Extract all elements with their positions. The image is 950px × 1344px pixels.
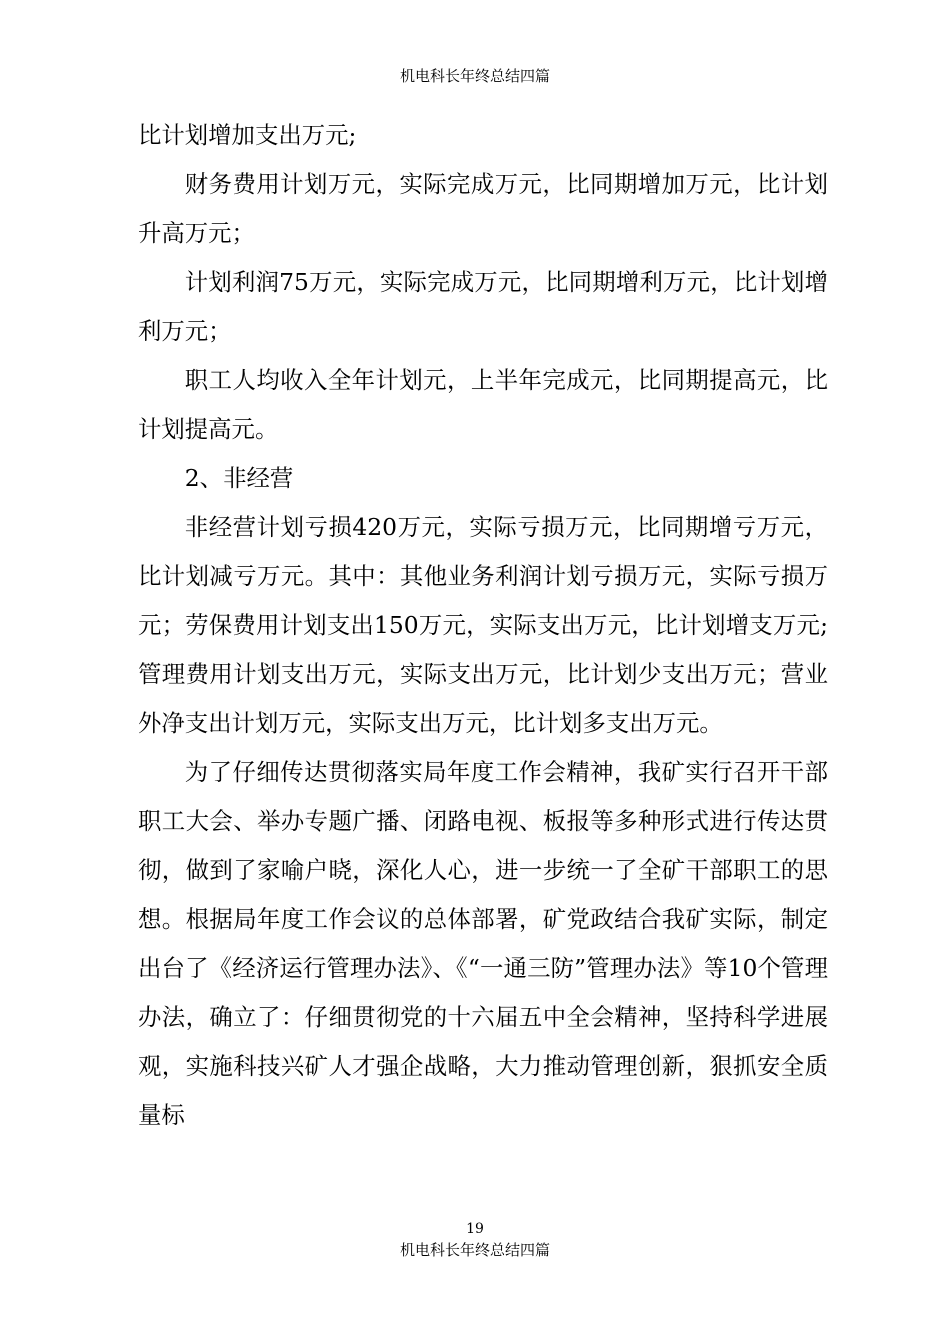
paragraph-work-meeting: 为了仔细传达贯彻落实局年度工作会精神，我矿实行召开干部职工大会、举办专题广播、闭路电视、板报等多种形式进行传达贯彻，做到了家喻户晓，深化人心，进一步统一了全矿干部职工的思想。根据局年度工作会议的总体部署，矿党政结合我矿实际，制定出台了《经济运行管理办法》、《“一通三防”管理办法》等10个管理办法，确立了：仔细贯彻党的十六届五中全会精神，坚持科学进展观，实施科技兴矿人才强企战略，大力推动管理创新，狠抓安全质量标 [138,758,828,1129]
document-body [138,111,828,1140]
paragraph-financial-expenses: 财务费用计划万元，实际完成万元，比同期增加万元，比计划升高万元； [138,170,828,247]
page-number: 19 [466,1221,484,1237]
paragraph-continuation: 比计划增加支出万元; [138,121,357,149]
paragraph-non-operating-loss: 非经营计划亏损420万元，实际亏损万元，比同期增亏万元，比计划减亏万元。其中：其他业务利润计划亏损万元，实际亏损万元；劳保费用计划支出150万元，实际支出万元，比计划增支万元;管理费用计划支出万元，实际支出万元，比计划少支出万元；营业外净支出计划万元，实际支出万元，比计划多支出万元。 [138,513,828,737]
running-header: 机电科长年终总结四篇 [399,67,550,85]
section-heading-non-operating: 2、非经营 [184,464,294,492]
paragraph-employee-income: 职工人均收入全年计划元，上半年完成元，比同期提高元，比计划提高元。 [138,366,828,443]
paragraph-planned-profit: 计划利润75万元，实际完成万元，比同期增利万元，比计划增利万元； [138,268,828,345]
running-footer: 机电科长年终总结四篇 [399,1241,550,1259]
